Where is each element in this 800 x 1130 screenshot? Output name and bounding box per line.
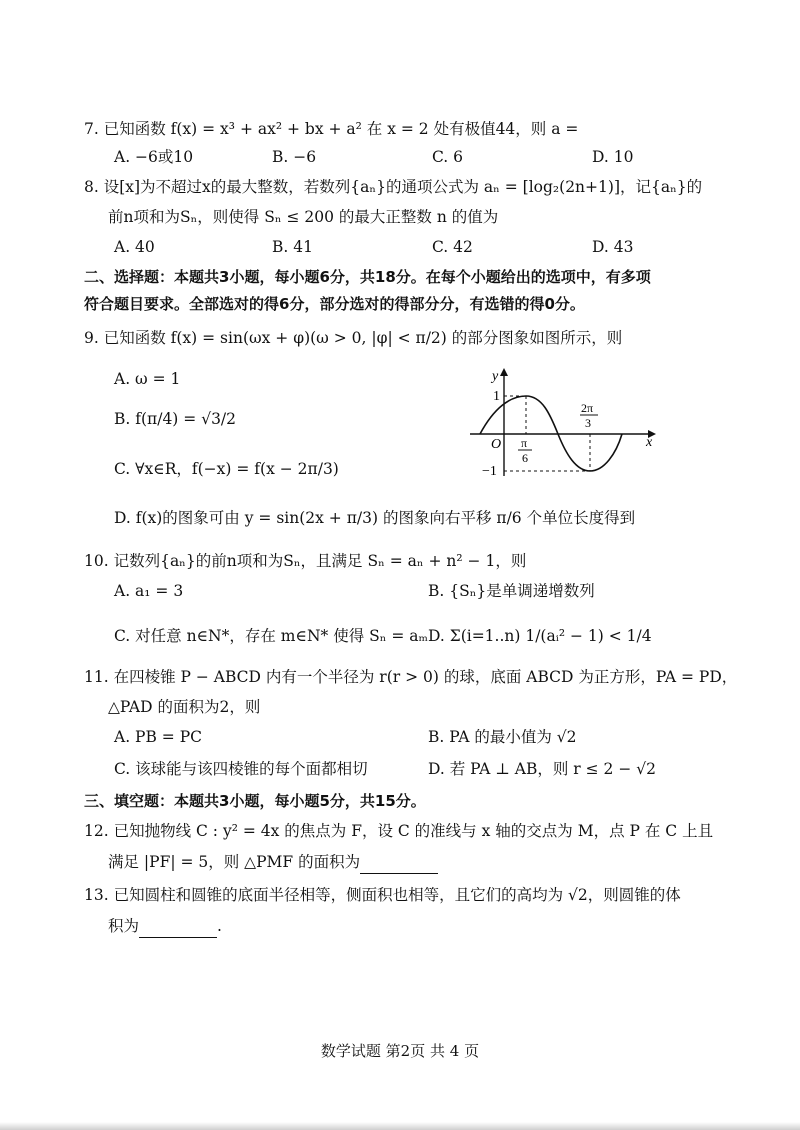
q12-line2-text: 满足 |PF| = 5，则 △PMF 的面积为 bbox=[108, 853, 361, 871]
q11-option-c: C. 该球能与该四棱锥的每个面都相切 bbox=[114, 760, 368, 778]
sine-graph bbox=[470, 368, 660, 478]
y-min-label: −1 bbox=[482, 464, 497, 478]
q12-line1: 12. 已知抛物线 C : y² = 4x 的焦点为 F，设 C 的准线与 x 轴的交点为 M，点 P 在 C 上且 bbox=[84, 822, 714, 840]
q11-line2: △PAD 的面积为2，则 bbox=[108, 698, 261, 716]
q8-option-d: D. 43 bbox=[592, 238, 634, 256]
x-tick-2pi3-num: 2π bbox=[581, 401, 594, 415]
q13-end-mark: . bbox=[217, 917, 222, 935]
q7-option-d: D. 10 bbox=[592, 148, 634, 166]
q8-line1: 8. 设[x]为不超过x的最大整数，若数列{aₙ}的通项公式为 aₙ = [log₂(2n+1)]，记{aₙ}的 bbox=[84, 178, 703, 196]
section2-heading-line2: 符合题目要求。全部选对的得6分，部分选对的得部分分，有选错的得0分。 bbox=[84, 295, 585, 313]
q13-line2-text: 积为 bbox=[108, 917, 140, 935]
q8-line2: 前n项和为Sₙ，则使得 Sₙ ≤ 200 的最大正整数 n 的值为 bbox=[108, 208, 499, 226]
q7-stem: 7. 已知函数 f(x) = x³ + ax² + bx + a² 在 x = 2 处有极值44，则 a = bbox=[84, 120, 579, 138]
q8-option-c: C. 42 bbox=[432, 238, 473, 256]
q9-option-c: C. ∀x∈R，f(−x) = f(x − 2π/3) bbox=[114, 460, 339, 478]
q10-option-a: A. a₁ = 3 bbox=[114, 582, 184, 600]
q12-answer-blank[interactable] bbox=[360, 851, 438, 874]
q11-line1: 11. 在四棱锥 P − ABCD 内有一个半径为 r(r > 0) 的球，底面 ABCD 为正方形，PA = PD， bbox=[84, 668, 738, 686]
scan-edge-shadow bbox=[0, 1122, 800, 1130]
q13-answer-blank[interactable] bbox=[139, 915, 217, 938]
q7-option-c: C. 6 bbox=[432, 148, 464, 166]
y-axis-label: y bbox=[492, 369, 499, 384]
q8-option-a: A. 40 bbox=[114, 238, 155, 256]
x-tick-pi6-den: 6 bbox=[522, 451, 528, 465]
section2-heading-line1: 二、选择题：本题共3小题，每小题6分，共18分。在每个小题给出的选项中，有多项 bbox=[84, 268, 651, 286]
q10-option-c: C. 对任意 n∈N*，存在 m∈N* 使得 Sₙ = aₘ bbox=[114, 627, 429, 645]
q11-option-d: D. 若 PA ⊥ AB，则 r ≤ 2 − √2 bbox=[428, 760, 656, 778]
y-max-label: 1 bbox=[493, 389, 500, 404]
q11-option-b: B. PA 的最小值为 √2 bbox=[428, 728, 577, 746]
x-tick-2pi3-den: 3 bbox=[585, 416, 591, 430]
q7-option-b: B. −6 bbox=[272, 148, 317, 166]
page-footer: 数学试题 第2页 共 4 页 bbox=[320, 1042, 480, 1060]
x-axis-label: x bbox=[646, 435, 653, 450]
q10-option-d: D. Σ(i=1..n) 1/(aᵢ² − 1) < 1/4 bbox=[428, 627, 652, 645]
q10-stem: 10. 记数列{aₙ}的前n项和为Sₙ，且满足 Sₙ = aₙ + n² − 1，则 bbox=[84, 552, 527, 570]
q9-stem: 9. 已知函数 f(x) = sin(ωx + φ)(ω > 0, |φ| < π/2) 的部分图象如图所示，则 bbox=[84, 329, 623, 347]
y-axis-arrow bbox=[500, 368, 508, 376]
q11-option-a: A. PB = PC bbox=[114, 728, 202, 746]
q8-option-b: B. 41 bbox=[272, 238, 313, 256]
q10-option-b: B. {Sₙ}是单调递增数列 bbox=[428, 582, 595, 600]
x-tick-pi6-num: π bbox=[521, 436, 528, 450]
origin-label: O bbox=[491, 437, 502, 452]
q9-option-a: A. ω = 1 bbox=[114, 370, 181, 388]
q13-line2 bbox=[108, 915, 222, 938]
q9-option-b: B. f(π/4) = √3/2 bbox=[114, 410, 237, 428]
q7-option-a: A. −6或10 bbox=[114, 148, 194, 166]
section3-heading: 三、填空题：本题共3小题，每小题5分，共15分。 bbox=[84, 792, 426, 810]
q9-option-d: D. f(x)的图象可由 y = sin(2x + π/3) 的图象向右平移 π/6 个单位长度得到 bbox=[114, 509, 636, 527]
q13-line1: 13. 已知圆柱和圆锥的底面半径相等，侧面积也相等，且它们的高均为 √2，则圆锥的体 bbox=[84, 886, 681, 904]
q12-line2 bbox=[108, 851, 438, 874]
